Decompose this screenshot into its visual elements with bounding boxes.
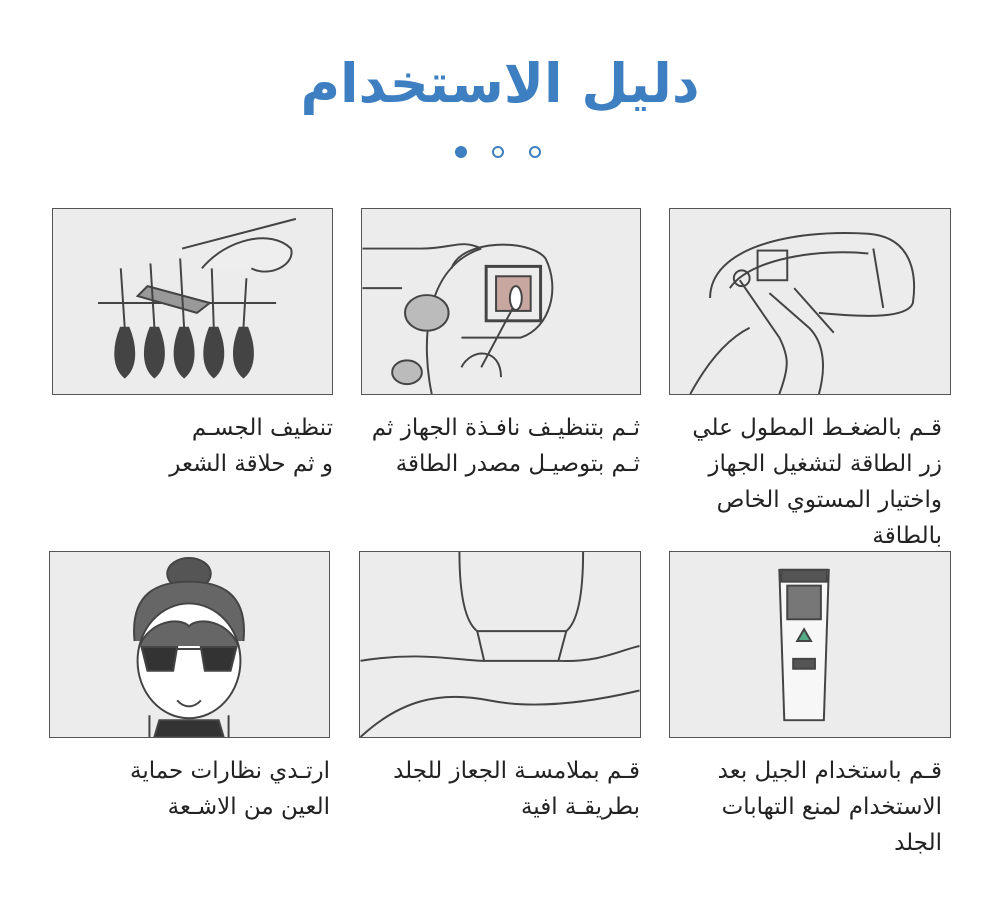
step-4-illustration — [669, 551, 951, 738]
step-5-illustration — [359, 551, 641, 738]
carousel-indicator — [0, 146, 1000, 164]
step-2-caption: ثـم بتنظيـف نافـذة الجهاز ثم ثـم بتوصيـل مصدر الطاقة — [371, 415, 640, 477]
hand-pressing-power-button-icon — [670, 209, 950, 394]
step-2-illustration — [361, 208, 641, 395]
girl-with-sunglasses-icon — [50, 552, 329, 737]
step-3-illustration — [52, 208, 333, 395]
carousel-dot-1[interactable] — [455, 146, 467, 158]
step-3-caption: تنظيف الجسـم و ثم حلاقة الشعر — [169, 415, 333, 477]
step-4-caption: قـم باستخدام الجيل بعد الاستخدام لمنع التهابات الجلد — [717, 758, 942, 856]
step-6-caption: ارتـدي نظارات حماية العين من الاشـعة — [129, 758, 330, 820]
step-6-illustration — [49, 551, 330, 738]
page-title: دليل الاستخدام — [300, 52, 700, 115]
cleaning-device-window-icon — [362, 209, 640, 394]
step-1-caption: قـم بالضغـط المطول علي زر الطاقة لتشغيل الجهاز واختيار المستوي الخاص بالطاقة — [692, 415, 942, 549]
step-1-illustration — [669, 208, 951, 395]
step-5-caption: قـم بملامسـة الجعاز للجلد بطريقـة افية — [393, 758, 640, 820]
carousel-dot-2[interactable] — [492, 146, 504, 158]
razor-shaving-hair-icon — [53, 209, 332, 394]
device-on-skin-icon — [360, 552, 640, 737]
carousel-dot-3[interactable] — [529, 146, 541, 158]
gel-tube-icon — [670, 552, 950, 737]
